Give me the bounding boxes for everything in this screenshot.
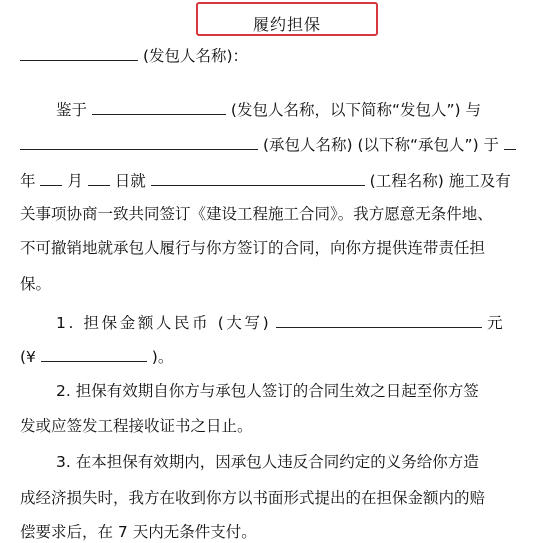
paragraph-line [20,238,544,258]
text-segment: (工程名称) 施工及有 [369,172,511,190]
addressee-line [20,44,544,66]
text-segment: 不可撤销地就承包人履行与你方签订的合同，向你方提供连带责任担 [20,239,486,257]
clause-2-line [20,416,544,436]
addressee-text: (发包人名称)： [142,47,249,65]
text-segment: 年 [20,172,36,190]
contractor-name-blank[interactable] [20,133,258,150]
text-segment: 发或应签发工程接收证书之日止。 [20,417,253,435]
clause-3-line [20,522,544,542]
document-title: 履约担保 [252,15,321,34]
month-blank[interactable] [40,169,62,186]
clause-3-line [20,488,544,508]
clause-1-line [20,311,544,333]
text-segment: 鉴于 [56,101,88,119]
employer-name-blank[interactable] [92,98,226,115]
text-segment: 偿要求后，在 7 天内无条件支付。 [20,523,257,541]
clause-3-line [20,452,544,472]
paragraph-line [20,98,544,120]
amount-words-blank[interactable] [276,311,482,328]
text-segment: 成经济损失时，我方在收到你方以书面形式提出的在担保金额内的赔 [20,489,486,507]
project-name-blank[interactable] [151,169,365,186]
paragraph-line [20,274,544,294]
day-blank[interactable] [88,169,110,186]
text-segment: 保。 [20,275,52,293]
text-segment: 2. 担保有效期自你方与承包人签订的合同生效之日起至你方签 [56,382,479,400]
text-segment: (¥ [20,348,36,366]
text-segment: (发包人名称，以下简称“发包人”) 与 [230,101,481,119]
amount-figures-blank[interactable] [41,345,147,362]
paragraph-line [20,133,544,155]
clause-2-line [20,381,544,401]
text-segment: 日就 [114,172,146,190]
text-segment: 元 [487,314,503,332]
year-blank[interactable] [504,133,516,150]
text-segment: 关事项协商一致共同签订《建设工程施工合同》。我方愿意无条件地、 [20,205,493,223]
employer-name-blank[interactable] [20,44,138,61]
text-segment: 3. 在本担保有效期内，因承包人违反合同约定的义务给你方造 [56,453,479,471]
text-segment: (承包人名称) (以下称“承包人”) 于 [262,136,500,154]
clause-1-line [20,345,544,367]
paragraph-line [20,204,544,224]
title-box [196,2,378,36]
text-segment: 月 [67,172,83,190]
paragraph-line [20,169,544,191]
text-segment: )。 [151,348,174,366]
text-segment: 1. 担保金额人民币 (大写) [56,314,272,332]
